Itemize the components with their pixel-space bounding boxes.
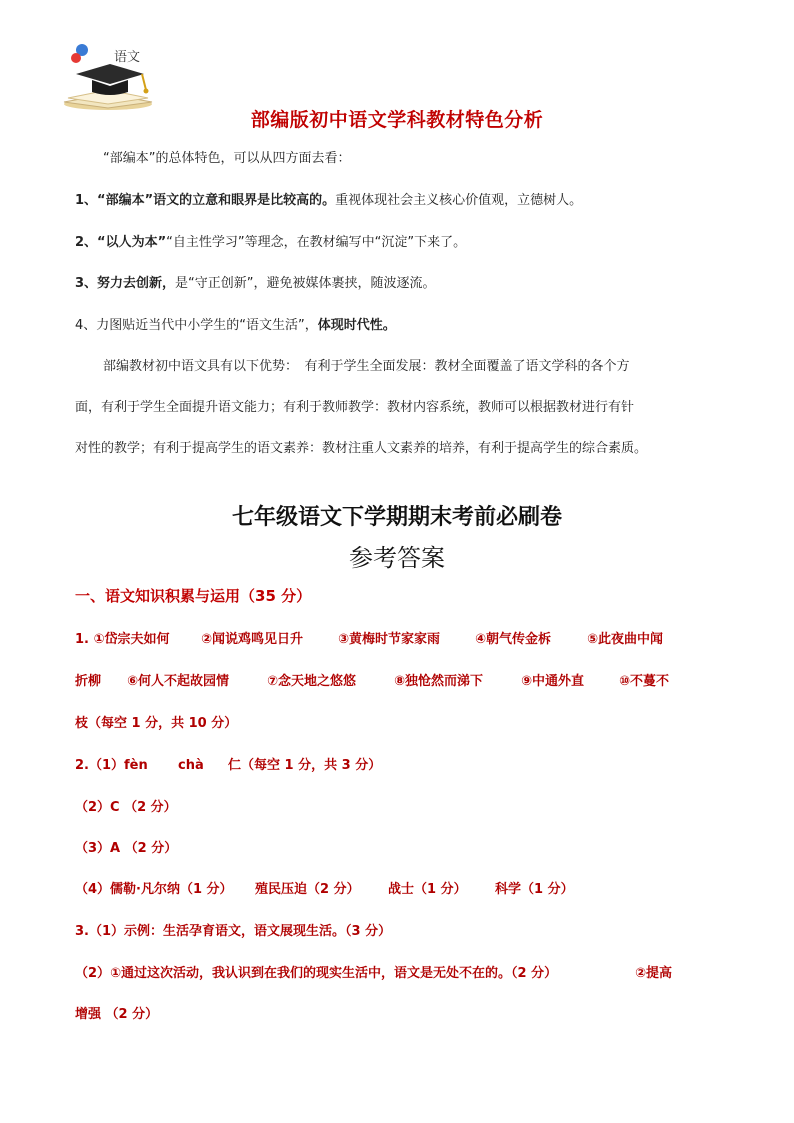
answer-item: ⑤此夜曲中闻 [587,632,664,647]
answer-item: ⑧独怆然而涕下 [394,674,484,689]
intro-paragraph: “部编本”的总体特色，可以从四方面去看： [103,151,351,166]
answer-q3-1: 3.（1）示例：生活孕育语文，语文展现生活。（3 分） [75,924,392,939]
point-4-text: 4、力图贴近当代中小学生的“语文生活”， [75,318,318,333]
answer-item: ⑦念天地之悠悠 [267,674,357,689]
point-3 [75,276,725,292]
answer-q2-4 [75,878,574,897]
point-2 [75,235,725,251]
point-2-text: “自主性学习”等理念，在教材编写中“沉淀”下来了。 [166,235,467,250]
point-3-text: 是“守正创新”，避免被媒体裹挟，随波逐流。 [175,276,436,291]
answer-item: ④朝气传金柝 [475,632,552,647]
answer-item: 仁（每空 1 分，共 3 分） [228,758,382,773]
subject-logo [58,38,158,112]
answer-item: 殖民压迫（2 分） [255,882,360,897]
answer-item: ⑨中通外直 [521,674,585,689]
point-2-bold: 2、“以人为本” [75,235,167,250]
point-1-bold: 1、“部编本”语文的立意和眼界是比较高的。 [75,193,336,208]
advantages-line-1: 部编教材初中语文具有以下优势： 有利于学生全面发展：教材全面覆盖了语文学科的各个方 [103,359,630,374]
point-4-bold: 体现时代性。 [317,318,396,333]
answer-item: 2.（1）fèn [75,758,148,773]
point-4 [75,318,725,334]
answer-q1-line2 [75,670,669,689]
point-1-text: 重视体现社会主义核心价值观，立德树人。 [335,193,583,208]
answer-item: ⑥何人不起故园情 [127,674,230,689]
point-3-bold: 3、努力去创新， [75,276,176,291]
section-1-heading: 一、语文知识积累与运用（35 分） [75,587,312,605]
advantages-line-3: 对性的教学；有利于提高学生的语文素养：教材注重人文素养的培养，有利于提高学生的综合素质。 [75,441,648,456]
answer-q3-3: 增强 （2 分） [75,1007,159,1022]
answer-item: 科学（1 分） [495,882,574,897]
logo-text: 语文 [114,50,141,65]
advantages-line-2: 面，有利于学生全面提升语文能力；有利于教师教学：教材内容系统，教师可以根据教材进行有针 [75,400,635,415]
answer-title: 参考答案 [349,544,445,572]
answer-q3-2 [75,962,672,981]
answer-q2-2: （2）C （2 分） [75,800,177,815]
answer-item: （4）儒勒·凡尔纳（1 分） [75,882,233,897]
answer-item: chà [178,758,204,773]
answer-item: ⑩不蔓不 [619,674,670,689]
answer-item: 战士（1 分） [388,882,467,897]
exam-title: 七年级语文下学期期末考前必刷卷 [231,505,562,530]
answer-item: 1. ①岱宗夫如何 [75,632,170,647]
answer-item: ②闻说鸡鸣见日升 [201,632,304,647]
page-title: 部编版初中语文学科教材特色分析 [250,109,544,131]
answer-q1-line3: 枝（每空 1 分，共 10 分） [75,716,238,731]
answer-q2-1 [75,754,381,773]
answer-item: ③黄梅时节家家雨 [338,632,441,647]
answer-item: 折柳 [75,674,102,689]
answer-q2-3: （3）A （2 分） [75,841,178,856]
point-1 [75,193,725,209]
answer-q1-line1 [75,628,663,647]
answer-item: （2）①通过这次活动，我认识到在我们的现实生活中，语文是无处不在的。（2 分） [75,966,558,981]
answer-item: ②提高 [635,966,673,981]
